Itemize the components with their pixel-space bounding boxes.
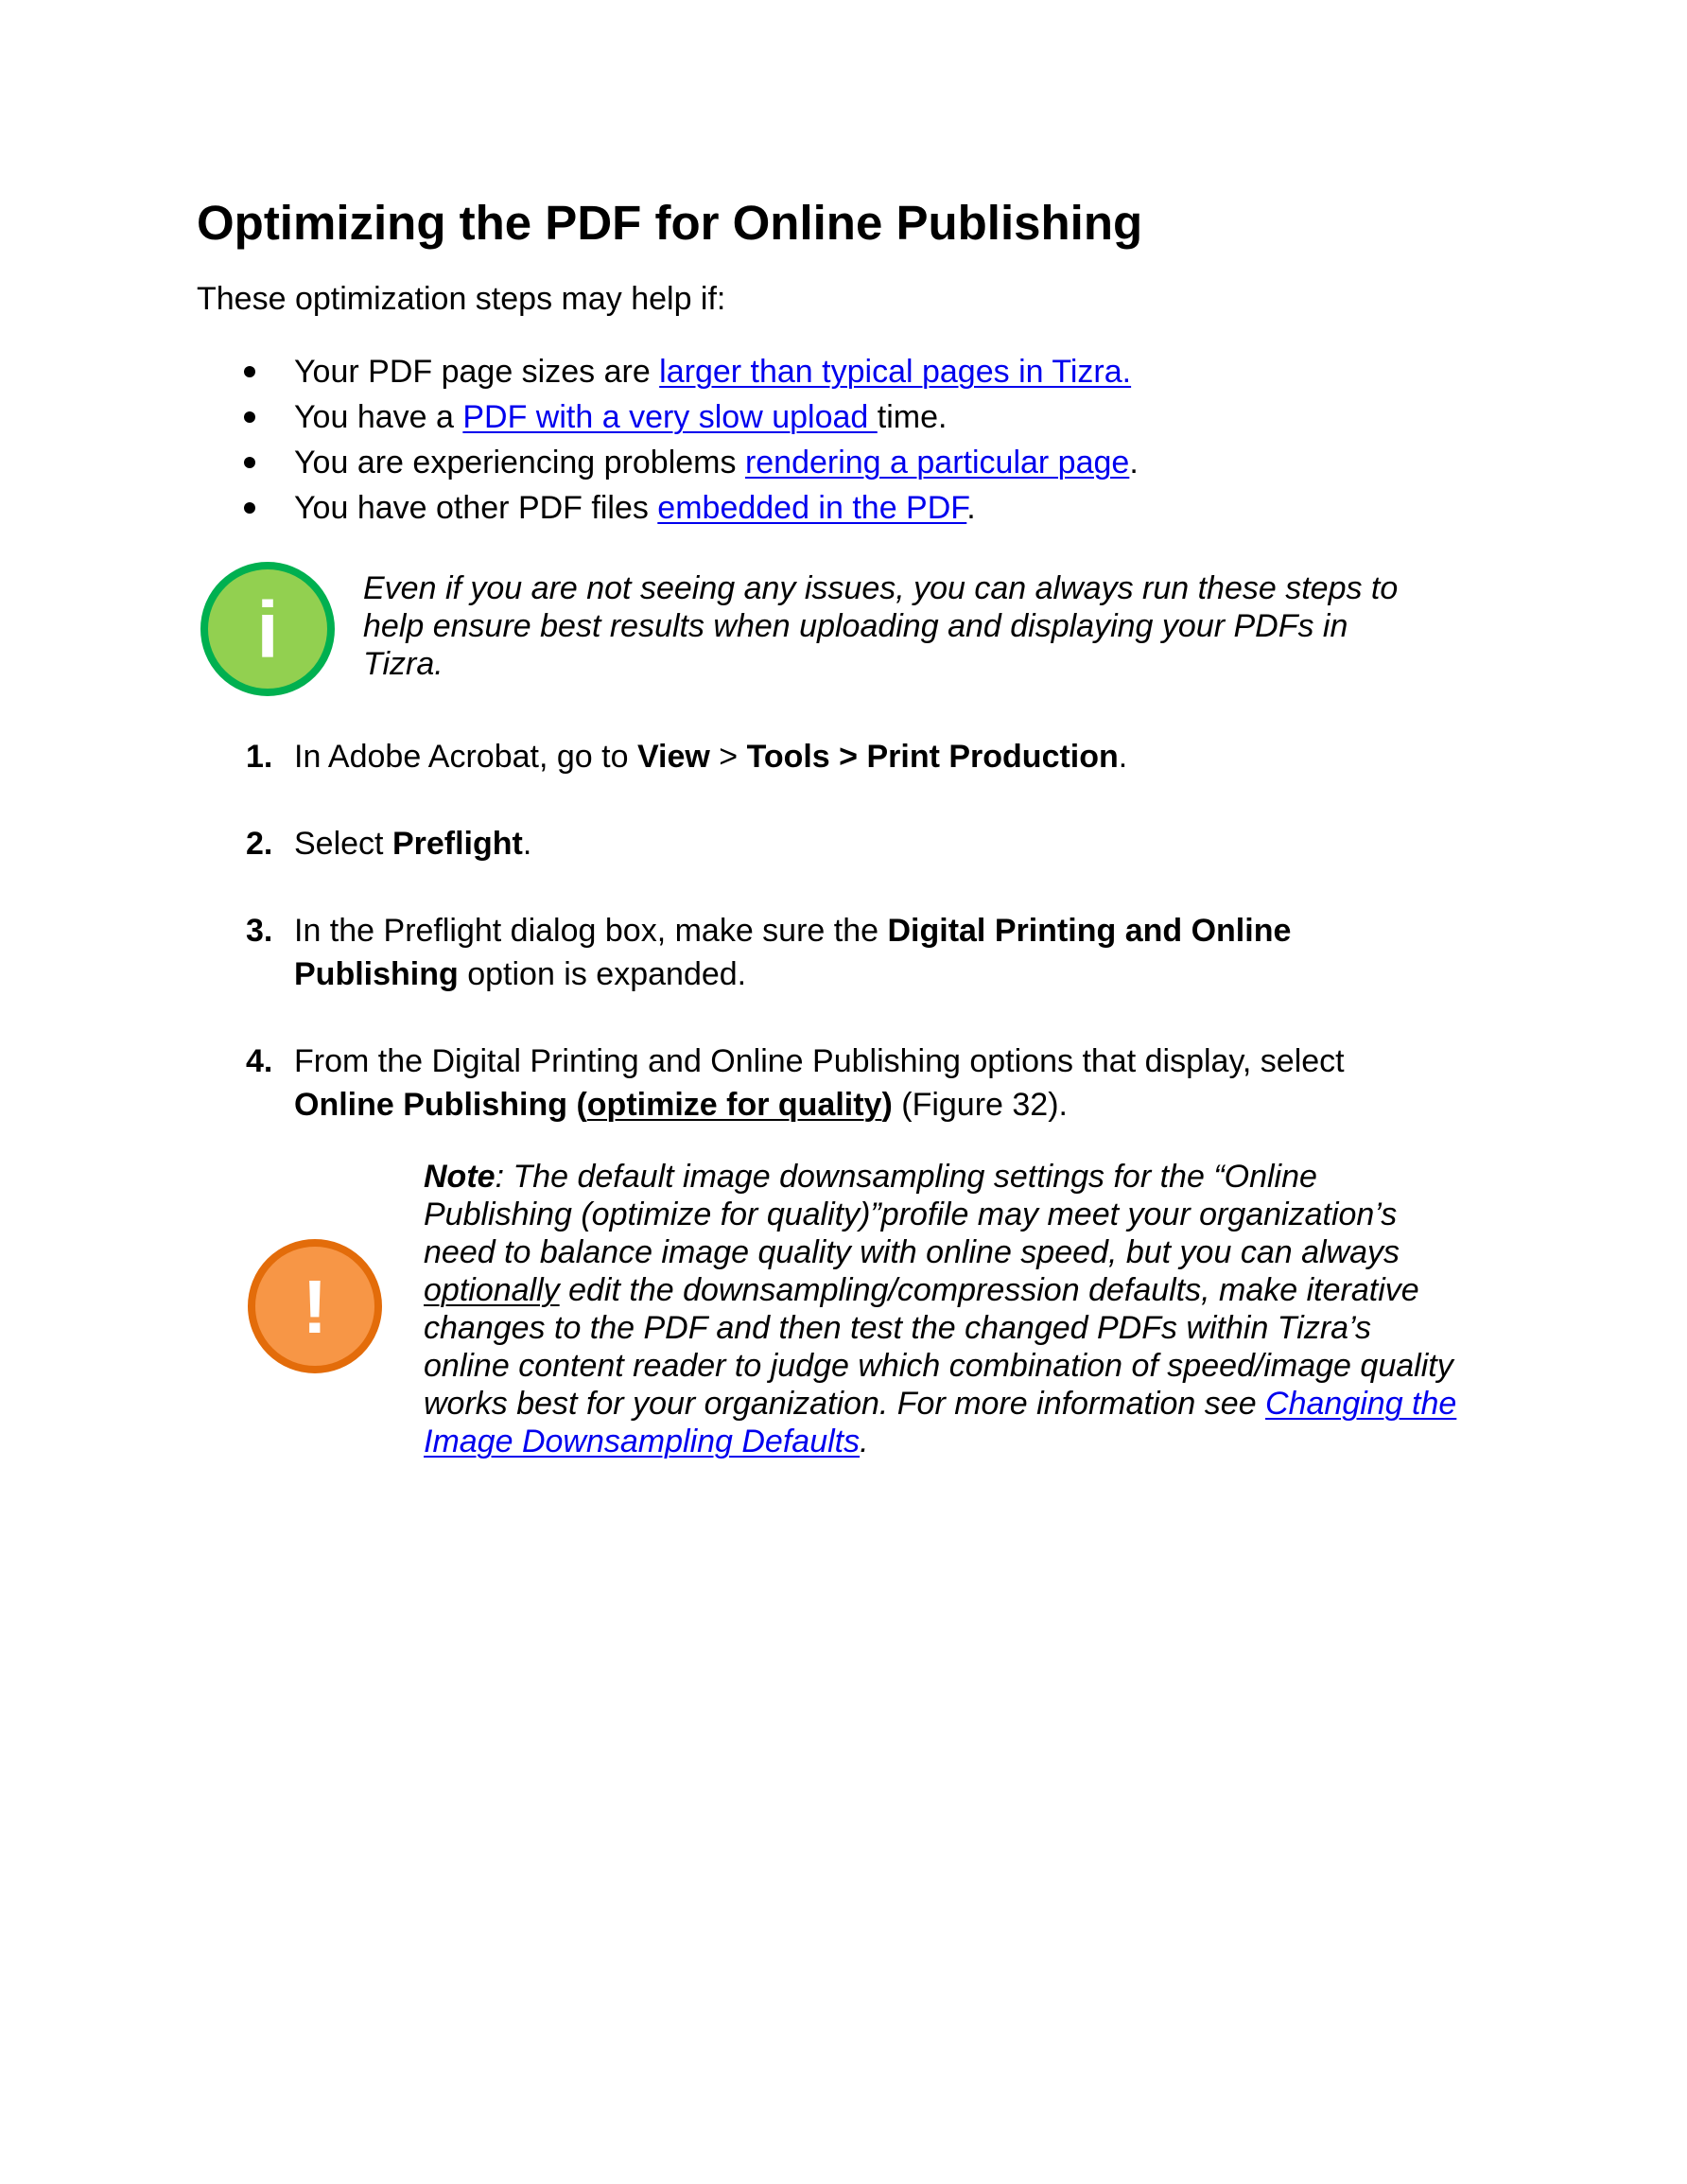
link-embedded-pdf[interactable]: embedded in the PDF xyxy=(657,490,967,526)
step-1: In Adobe Acrobat, go to View > Tools > Print Production. xyxy=(294,739,1128,775)
list-item: You have a PDF with a very slow upload time. xyxy=(294,399,948,435)
warning-icon xyxy=(248,1239,382,1373)
info-callout-line: Tizra. xyxy=(363,646,443,682)
step-number: 2. xyxy=(246,826,273,862)
note-line: Publishing (optimize for quality)”profile may meet your organization’s xyxy=(424,1197,1398,1232)
note-label: Note xyxy=(424,1159,496,1195)
warning-glyph: ! xyxy=(302,1265,328,1349)
bullet-icon xyxy=(244,502,255,514)
step-4-continued: Online Publishing (optimize for quality) (Figure 32). xyxy=(294,1087,1068,1123)
note-line: changes to the PDF and then test the changed PDFs within Tizra’s xyxy=(424,1310,1372,1346)
bullet-icon xyxy=(244,457,255,468)
step-2: Select Preflight. xyxy=(294,826,532,862)
link-changing-downsampling-defaults-cont[interactable]: Image Downsampling Defaults xyxy=(424,1424,861,1459)
note-line: need to balance image quality with online speed, but you can always xyxy=(424,1234,1400,1270)
step-number: 4. xyxy=(246,1043,273,1079)
intro-text: These optimization steps may help if: xyxy=(197,281,726,317)
step-number: 1. xyxy=(246,739,273,775)
step-3: In the Preflight dialog box, make sure the Digital Printing and Online xyxy=(294,913,1292,949)
list-item: You have other PDF files embedded in the PDF. xyxy=(294,490,976,526)
note-line: Note: The default image downsampling settings for the “Online xyxy=(424,1159,1317,1195)
step-4: From the Digital Printing and Online Publishing options that display, select xyxy=(294,1043,1345,1079)
page-title: Optimizing the PDF for Online Publishing xyxy=(197,196,1143,250)
link-changing-downsampling-defaults[interactable]: Changing the xyxy=(1265,1386,1457,1422)
link-slow-upload[interactable]: PDF with a very slow upload xyxy=(462,399,878,435)
list-item: You are experiencing problems rendering a particular page. xyxy=(294,445,1139,480)
info-callout-line: help ensure best results when uploading and displaying your PDFs in xyxy=(363,608,1348,644)
list-item: Your PDF page sizes are larger than typical pages in Tizra. xyxy=(294,354,1132,390)
step-number: 3. xyxy=(246,913,273,949)
info-icon xyxy=(200,562,335,696)
info-callout-line: Even if you are not seeing any issues, you can always run these steps to xyxy=(363,570,1399,606)
link-larger-pages[interactable]: larger than typical pages in Tizra. xyxy=(659,354,1132,390)
step-3-continued: Publishing option is expanded. xyxy=(294,956,747,992)
bullet-icon xyxy=(244,366,255,377)
note-line: works best for your organization. For more information see Changing the xyxy=(424,1386,1457,1422)
link-rendering-page[interactable]: rendering a particular page xyxy=(744,445,1130,480)
note-line: optionally edit the downsampling/compression defaults, make iterative xyxy=(424,1272,1419,1308)
info-glyph: i xyxy=(256,585,279,674)
note-line: online content reader to judge which combination of speed/image quality xyxy=(424,1348,1453,1384)
note-line: Image Downsampling Defaults. xyxy=(424,1424,869,1459)
bullet-icon xyxy=(244,411,255,423)
